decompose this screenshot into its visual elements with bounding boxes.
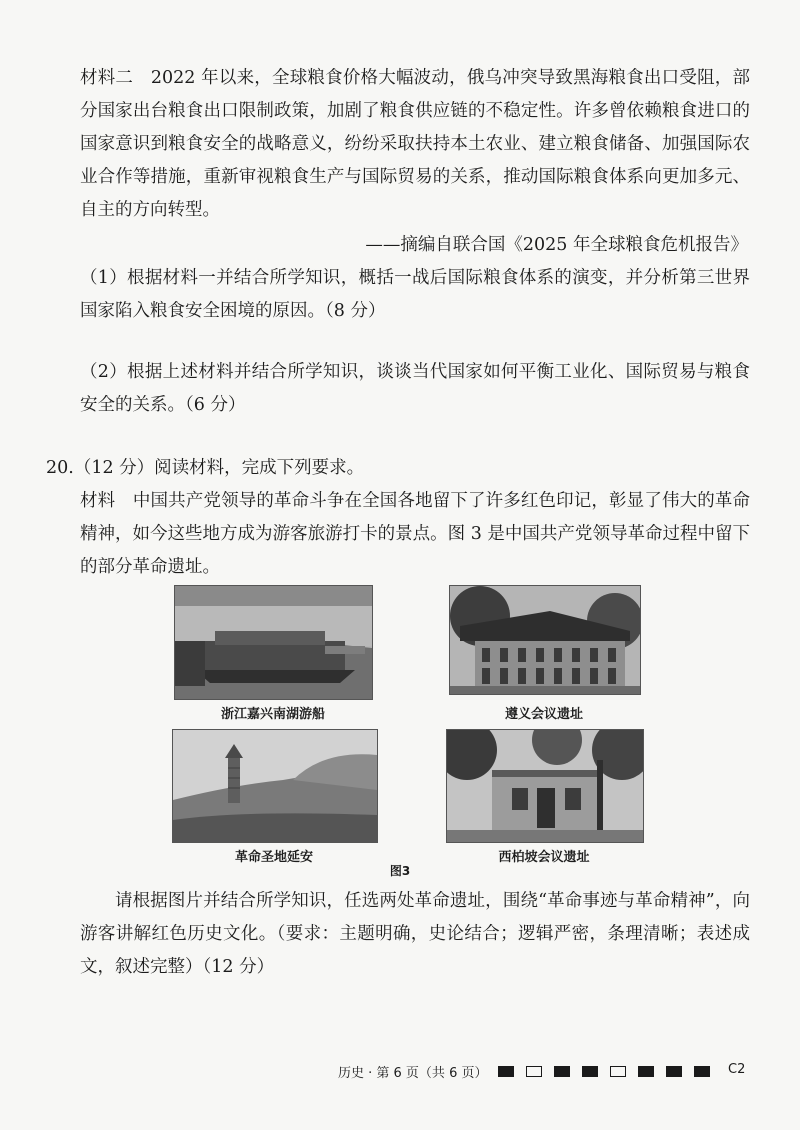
- photo-yanan: [172, 729, 378, 843]
- question-20-number: 20.: [46, 458, 74, 478]
- question-20-header: （12 分）阅读材料，完成下列要求。: [73, 458, 365, 478]
- figure-label: 图3: [389, 864, 411, 878]
- photo-xibaipo-site: [446, 729, 644, 843]
- question-20-task: 请根据图片并结合所学知识，任选两处革命遗址，围绕“革命事迹与革命精神”，向游客讲解红色历史文化。（要求：主题明确，史论结合；逻辑严密，条理清晰；表述成文，叙述完整）（12 分）: [80, 891, 750, 977]
- mark-filled: [554, 1066, 570, 1077]
- footer-code: C2: [728, 1062, 746, 1077]
- question-19-part-1: （1）根据材料一并结合所学知识，概括一战后国际粮食体系的演变，并分析第三世界国家陷入粮食安全困境的原因。（8 分）: [80, 268, 750, 321]
- question-19-part-2: （2）根据上述材料并结合所学知识，谈谈当代国家如何平衡工业化、国际贸易与粮食安全的关系。（6 分）: [80, 362, 750, 415]
- mark-open: [526, 1066, 542, 1077]
- page-footer: [0, 1058, 800, 1088]
- caption-nanhu-boat: 浙江嘉兴南湖游船: [220, 707, 325, 722]
- registration-marks: [498, 1066, 710, 1077]
- photo-nanhu-boat: [174, 585, 373, 700]
- caption-yanan: 革命圣地延安: [234, 850, 313, 865]
- mark-filled: [694, 1066, 710, 1077]
- material-2-source: ——摘编自联合国《2025 年全球粮食危机报告》: [365, 235, 748, 255]
- photo-zunyi-site: [449, 585, 641, 695]
- mark-filled: [582, 1066, 598, 1077]
- mark-filled: [666, 1066, 682, 1077]
- mark-filled: [638, 1066, 654, 1077]
- caption-zunyi-site: 遵义会议遗址: [504, 707, 583, 722]
- caption-xibaipo-site: 西柏坡会议遗址: [498, 850, 590, 865]
- material-2-text: 材料二 2022 年以来，全球粮食价格大幅波动，俄乌冲突导致黑海粮食出口受阻，部分国家出台粮食出口限制政策，加剧了粮食供应链的不稳定性。许多曾依赖粮食进口的国家意识到粮食安全的战略意义，纷纷采取扶持本土农业、建立粮食储备、加强国际农业合作等措施，重新审视粮食生产与国际贸易的关系，推动国际粮食体系向更加多元、自主的方向转型。: [80, 68, 750, 220]
- question-20-material: 材料 中国共产党领导的革命斗争在全国各地留下了许多红色印记，彰显了伟大的革命精神，如今这些地方成为游客旅游打卡的景点。图 3 是中国共产党领导革命过程中留下的部分革命遗址。: [80, 491, 750, 577]
- mark-open: [610, 1066, 626, 1077]
- footer-page-number: 历史 · 第 6 页（共 6 页）: [338, 1066, 488, 1081]
- mark-filled: [498, 1066, 514, 1077]
- question-20-heading: [46, 452, 364, 485]
